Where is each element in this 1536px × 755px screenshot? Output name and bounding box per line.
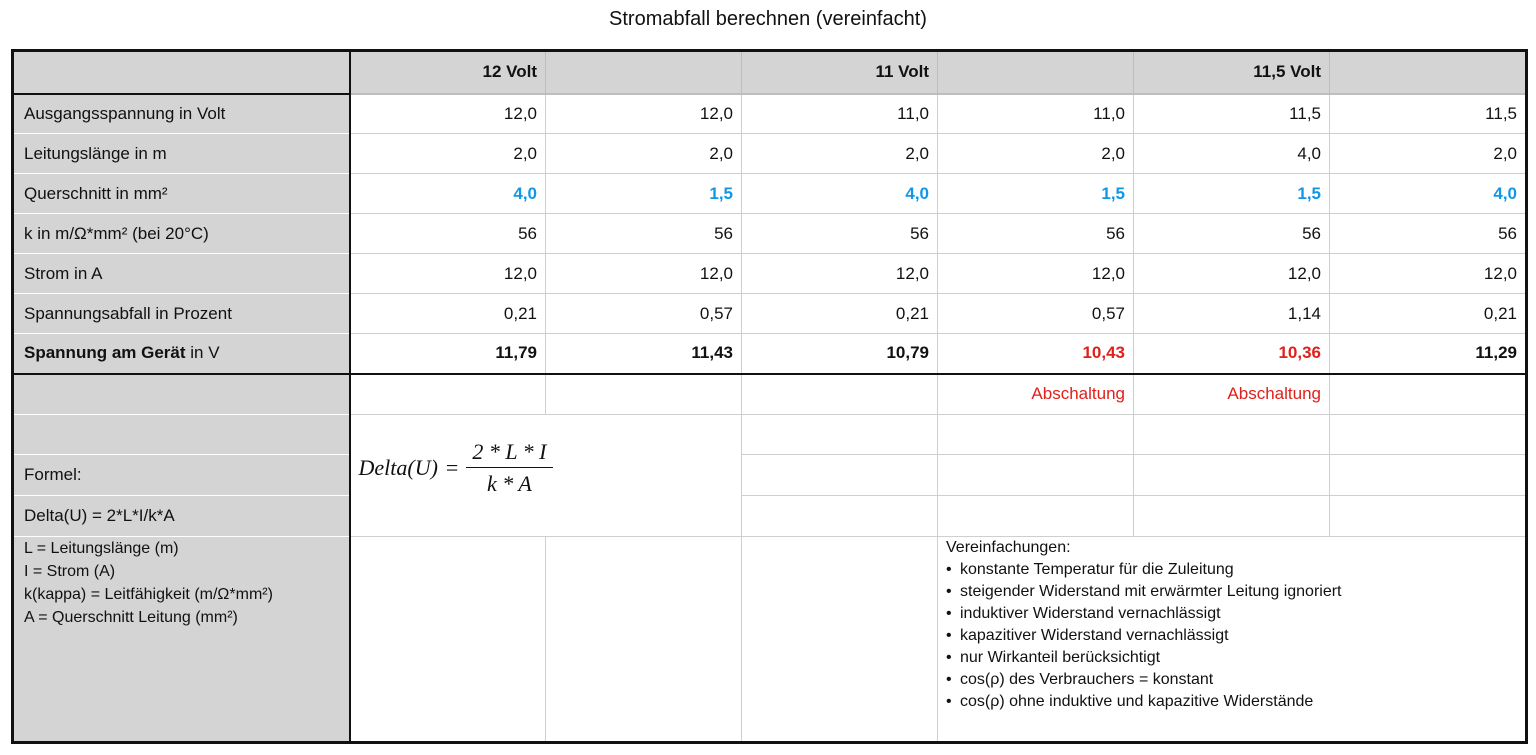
- result-cell-warning[interactable]: 10,36: [1134, 334, 1330, 374]
- empty-cell[interactable]: [350, 537, 546, 743]
- value-cell[interactable]: 12,0: [1330, 254, 1527, 294]
- row-ausgangsspannung: [13, 94, 1527, 134]
- value-cell-input[interactable]: 4,0: [1330, 174, 1527, 214]
- value-cell[interactable]: 2,0: [938, 134, 1134, 174]
- legend-line: L = Leitungslänge (m): [24, 540, 179, 557]
- notes-item: • induktiver Widerstand vernachlässigt: [946, 603, 1517, 625]
- empty-cell[interactable]: [938, 496, 1134, 537]
- value-cell-input[interactable]: 1,5: [938, 174, 1134, 214]
- row-leitungslaenge: [13, 134, 1527, 174]
- formula-label[interactable]: Formel:: [13, 455, 350, 496]
- value-cell[interactable]: 56: [742, 214, 938, 254]
- empty-cell[interactable]: [1134, 496, 1330, 537]
- row-spannung-am-geraet: [13, 334, 1527, 374]
- row-strom: [13, 254, 1527, 294]
- formula-fraction: [466, 439, 552, 497]
- value-cell[interactable]: 2,0: [546, 134, 742, 174]
- row-label[interactable]: Ausgangsspannung in Volt: [13, 94, 350, 134]
- notes-item: • konstante Temperatur für die Zuleitung: [946, 559, 1517, 581]
- header-corner-cell[interactable]: [13, 51, 350, 94]
- formula-denominator: k * A: [487, 471, 532, 496]
- value-cell[interactable]: 12,0: [546, 254, 742, 294]
- result-label-bold: Spannung am Gerät: [24, 343, 186, 363]
- value-cell[interactable]: 2,0: [1330, 134, 1527, 174]
- value-cell[interactable]: 11,5: [1134, 94, 1330, 134]
- header-11-volt[interactable]: 11 Volt: [742, 51, 938, 94]
- value-cell[interactable]: 12,0: [350, 94, 546, 134]
- empty-cell[interactable]: [1134, 455, 1330, 496]
- simplifications-notes[interactable]: [938, 537, 1527, 743]
- row-kappa: [13, 214, 1527, 254]
- empty-cell[interactable]: [546, 537, 742, 743]
- value-cell[interactable]: 11,0: [938, 94, 1134, 134]
- value-cell[interactable]: 56: [546, 214, 742, 254]
- row-formel-label: [13, 455, 1527, 496]
- row-warnings: [13, 374, 1527, 415]
- empty-cell[interactable]: [546, 374, 742, 415]
- row-label-result[interactable]: [13, 334, 350, 374]
- value-cell[interactable]: 12,0: [742, 254, 938, 294]
- value-cell[interactable]: 0,57: [546, 294, 742, 334]
- value-cell[interactable]: 0,21: [350, 294, 546, 334]
- value-cell[interactable]: 0,21: [1330, 294, 1527, 334]
- notes-item: • steigender Widerstand mit erwärmter Leitung ignoriert: [946, 581, 1517, 603]
- header-11-5-volt[interactable]: 11,5 Volt: [1134, 51, 1330, 94]
- empty-label-cell[interactable]: [13, 415, 350, 455]
- sheet-title: Stromabfall berechnen (vereinfacht): [609, 8, 927, 30]
- legend-line: A = Querschnitt Leitung (mm²): [24, 609, 238, 626]
- row-label[interactable]: Spannungsabfall in Prozent: [13, 294, 350, 334]
- value-cell[interactable]: 56: [938, 214, 1134, 254]
- value-cell-input[interactable]: 4,0: [350, 174, 546, 214]
- value-cell[interactable]: 2,0: [350, 134, 546, 174]
- value-cell[interactable]: 0,21: [742, 294, 938, 334]
- formula-equation: [359, 439, 553, 497]
- empty-cell[interactable]: [1330, 415, 1527, 455]
- empty-cell[interactable]: [742, 455, 938, 496]
- formula-cell[interactable]: [350, 415, 742, 537]
- empty-cell[interactable]: [1330, 496, 1527, 537]
- empty-cell[interactable]: [742, 496, 938, 537]
- value-cell[interactable]: 11,5: [1330, 94, 1527, 134]
- empty-cell[interactable]: [938, 415, 1134, 455]
- row-legend-notes: [13, 537, 1527, 743]
- header-12-volt[interactable]: 12 Volt: [350, 51, 546, 94]
- formula-equals: =: [445, 455, 459, 480]
- notes-item: • cos(ρ) ohne induktive und kapazitive Widerstände: [946, 691, 1517, 713]
- result-cell-warning[interactable]: 10,43: [938, 334, 1134, 374]
- variable-legend[interactable]: [13, 537, 350, 743]
- formula-text[interactable]: Delta(U) = 2*L*I/k*A: [13, 496, 350, 537]
- row-label[interactable]: Querschnitt in mm²: [13, 174, 350, 214]
- result-cell[interactable]: 11,43: [546, 334, 742, 374]
- empty-cell[interactable]: [742, 415, 938, 455]
- value-cell[interactable]: 11,0: [742, 94, 938, 134]
- formula-lhs: Delta(U): [358, 455, 438, 480]
- notes-item: • nur Wirkanteil berücksichtigt: [946, 647, 1517, 669]
- notes-item: • cos(ρ) des Verbrauchers = konstant: [946, 669, 1517, 691]
- notes-title: Vereinfachungen:: [946, 539, 1071, 556]
- value-cell[interactable]: 56: [1134, 214, 1330, 254]
- header-row: [13, 51, 1527, 94]
- empty-cell[interactable]: [742, 374, 938, 415]
- voltage-drop-table: [11, 49, 1528, 744]
- result-cell[interactable]: 11,79: [350, 334, 546, 374]
- value-cell[interactable]: 1,14: [1134, 294, 1330, 334]
- empty-cell[interactable]: [742, 537, 938, 743]
- row-label[interactable]: Strom in A: [13, 254, 350, 294]
- value-cell-input[interactable]: 4,0: [742, 174, 938, 214]
- header-empty-cell[interactable]: [938, 51, 1134, 94]
- notes-item: • kapazitiver Widerstand vernachlässigt: [946, 625, 1517, 647]
- value-cell[interactable]: 12,0: [1134, 254, 1330, 294]
- row-querschnitt: [13, 174, 1527, 214]
- value-cell[interactable]: 56: [350, 214, 546, 254]
- value-cell-input[interactable]: 1,5: [546, 174, 742, 214]
- abschaltung-warning[interactable]: Abschaltung: [1134, 374, 1330, 415]
- row-spannungsabfall: [13, 294, 1527, 334]
- value-cell-input[interactable]: 1,5: [1134, 174, 1330, 214]
- row-label[interactable]: Leitungslänge in m: [13, 134, 350, 174]
- result-cell[interactable]: 11,29: [1330, 334, 1527, 374]
- empty-label-cell[interactable]: [13, 374, 350, 415]
- empty-cell[interactable]: [1330, 374, 1527, 415]
- value-cell[interactable]: 4,0: [1134, 134, 1330, 174]
- empty-cell[interactable]: [1330, 455, 1527, 496]
- row-label[interactable]: k in m/Ω*mm² (bei 20°C): [13, 214, 350, 254]
- empty-cell[interactable]: [1134, 415, 1330, 455]
- value-cell[interactable]: 56: [1330, 214, 1527, 254]
- abschaltung-warning[interactable]: Abschaltung: [938, 374, 1134, 415]
- header-empty-cell[interactable]: [1330, 51, 1527, 94]
- empty-cell[interactable]: [350, 374, 546, 415]
- header-empty-cell[interactable]: [546, 51, 742, 94]
- row-blank: [13, 415, 1527, 455]
- notes-list: [946, 559, 1517, 713]
- value-cell[interactable]: 12,0: [938, 254, 1134, 294]
- empty-cell[interactable]: [938, 455, 1134, 496]
- legend-line: I = Strom (A): [24, 563, 116, 580]
- value-cell[interactable]: 2,0: [742, 134, 938, 174]
- value-cell[interactable]: 12,0: [350, 254, 546, 294]
- result-cell[interactable]: 10,79: [742, 334, 938, 374]
- legend-line: k(kappa) = Leitfähigkeit (m/Ω*mm²): [24, 586, 273, 603]
- row-formel-text: [13, 496, 1527, 537]
- formula-numerator: 2 * L * I: [466, 439, 552, 468]
- value-cell[interactable]: 12,0: [546, 94, 742, 134]
- value-cell[interactable]: 0,57: [938, 294, 1134, 334]
- result-label-unit: in V: [185, 343, 220, 363]
